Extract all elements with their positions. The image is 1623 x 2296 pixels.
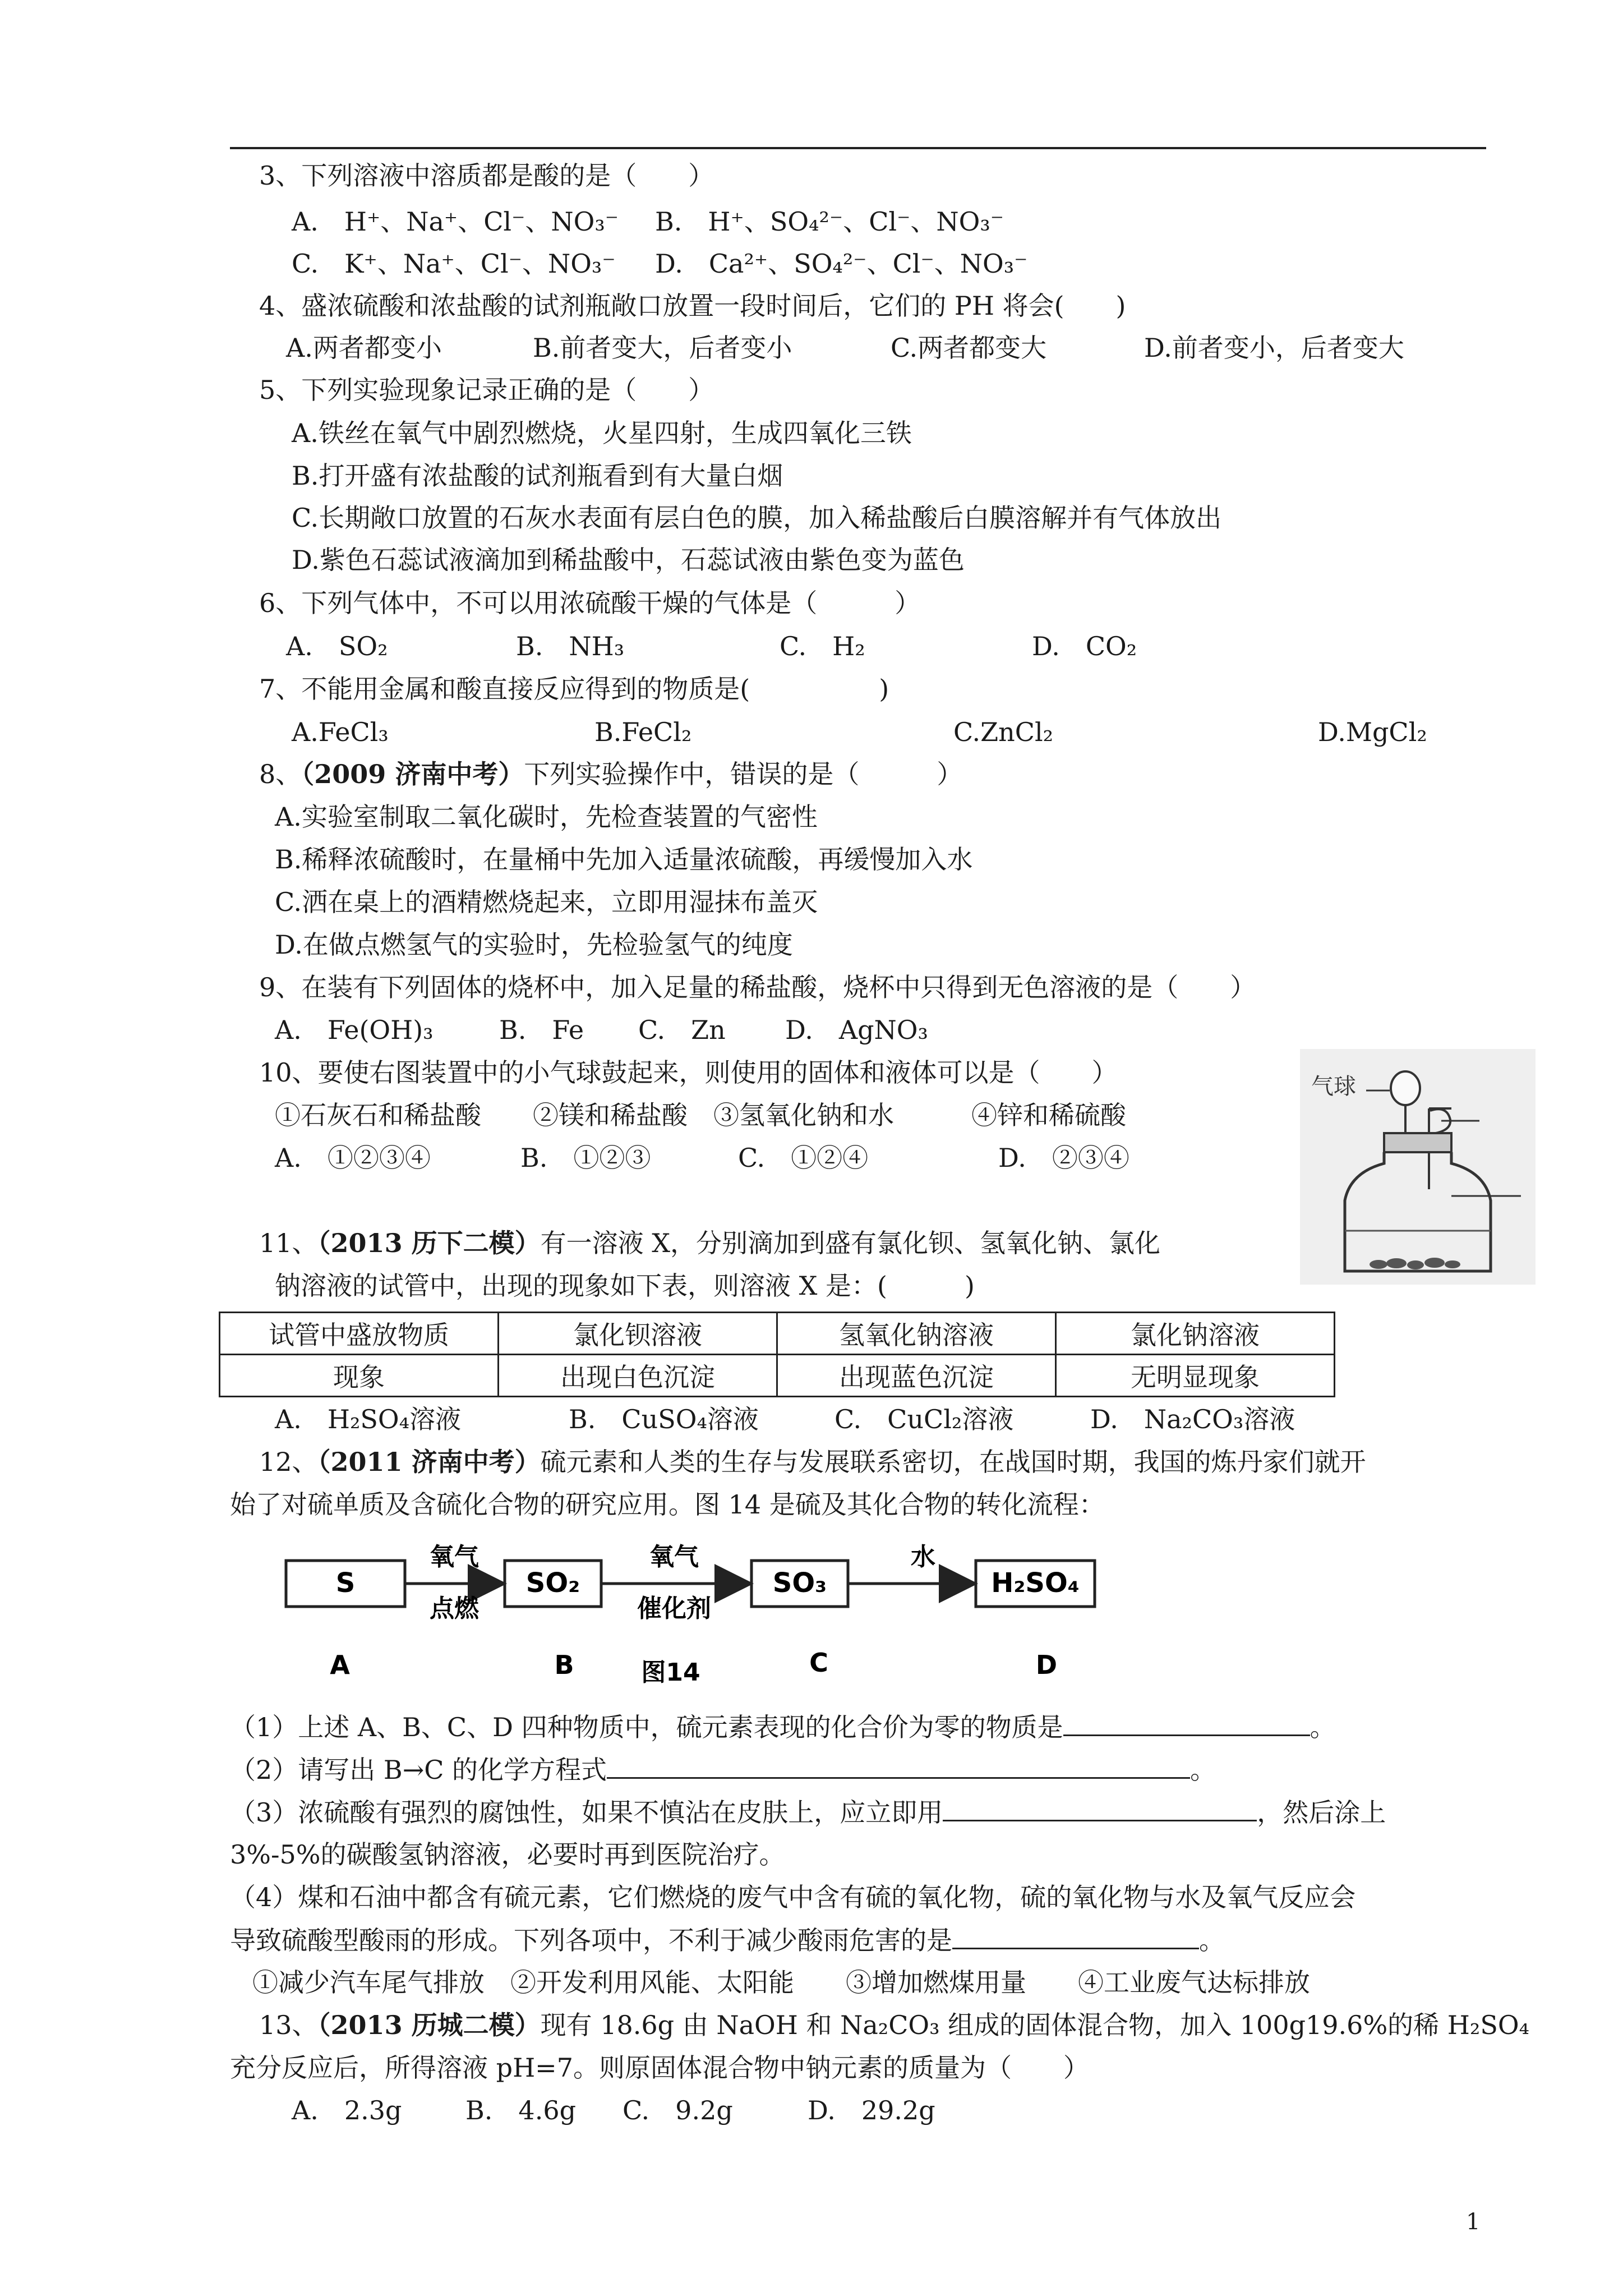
q11-option-d: D. Na₂CO₃溶液 <box>1090 1404 1295 1434</box>
q6-option-a: A. SO₂ <box>286 631 388 661</box>
q4-option-b: B.前者变大，后者变小 <box>533 333 792 363</box>
q12-part3 <box>230 1795 1386 1829</box>
q4-option-d: D.前者变小，后者变大 <box>1144 333 1404 363</box>
q12-number: 12、 <box>259 1447 318 1477</box>
q11-option-b: B. CuSO₄溶液 <box>569 1404 759 1434</box>
table-header-cell: 氢氧化钠溶液 <box>777 1313 1056 1355</box>
q12-source: （2011 济南中考） <box>317 1447 541 1477</box>
flow-arrow1-top: 氧气 <box>430 1543 479 1571</box>
q9-option-b: B. Fe <box>499 1015 584 1045</box>
flow-letter-c: C <box>809 1648 828 1678</box>
q11-option-c: C. CuCl₂溶液 <box>834 1404 1014 1434</box>
q8-line <box>259 757 962 791</box>
q12-part4-line2 <box>230 1923 1225 1957</box>
q8-source: （2009 济南中考） <box>301 759 524 789</box>
header-rule <box>230 147 1486 149</box>
table-row <box>220 1313 1335 1355</box>
q4-option-a: A.两者都变小 <box>286 333 442 363</box>
q8-option-c: C.洒在桌上的酒精燃烧起来，立即用湿抹布盖灭 <box>275 887 818 917</box>
q10-balloon-label: 气球 <box>1311 1074 1356 1099</box>
q11-line1 <box>259 1226 1160 1260</box>
flow-caption: 图14 <box>641 1658 700 1687</box>
q13-option-c: C. 9.2g <box>623 2095 733 2125</box>
q3-option-b: B. H⁺、SO₄²⁻、Cl⁻、NO₃⁻ <box>655 206 1004 237</box>
q3-stem: 3、下列溶液中溶质都是酸的是（ ） <box>259 160 714 191</box>
q12-part3-end: ，然后涂上 <box>1257 1797 1386 1828</box>
q12-part3-blank[interactable] <box>943 1795 1257 1821</box>
q9-stem: 9、在装有下列固体的烧杯中，加入足量的稀盐酸，烧杯中只得到无色溶液的是（ ） <box>259 972 1256 1002</box>
q11-experiment-table <box>219 1312 1335 1397</box>
q5-option-c: C.长期敞口放置的石灰水表面有层白色的膜，加入稀盐酸后白膜溶解并有气体放出 <box>292 503 1222 533</box>
table-header-cell: 试管中盛放物质 <box>220 1313 499 1355</box>
q6-option-c: C. H₂ <box>780 631 865 661</box>
flow-arrow1-bottom: 点燃 <box>430 1594 479 1623</box>
q13-stem1: 现有 18.6g 由 NaOH 和 Na₂CO₃ 组成的固体混合物，加入 100g19.6%的稀 H₂SO₄ <box>540 2010 1530 2040</box>
q3-option-d: D. Ca²⁺、SO₄²⁻、Cl⁻、NO₃⁻ <box>655 249 1028 279</box>
q11-option-a: A. H₂SO₄溶液 <box>275 1404 462 1434</box>
q6-option-b: B. NH₃ <box>516 631 625 661</box>
q13-stem2: 充分反应后，所得溶液 pH=7。则原固体混合物中钠元素的质量为（ ） <box>230 2053 1089 2083</box>
q12-stem2: 始了对硫单质及含硫化合物的研究应用。图 14 是硫及其化合物的转化流程： <box>230 1489 1105 1520</box>
q13-option-b: B. 4.6g <box>465 2095 577 2125</box>
q12-part1-text: （1）上述 A、B、C、D 四种物质中，硫元素表现的化合价为零的物质是 <box>230 1712 1063 1742</box>
flow-arrow2-top: 氧气 <box>649 1543 699 1571</box>
q4-stem: 4、盛浓硫酸和浓盐酸的试剂瓶敞口放置一段时间后，它们的 PH 将会( ) <box>259 291 1126 321</box>
q12-part3-continued: 3%-5%的碳酸氢钠溶液，必要时再到医院治疗。 <box>230 1839 785 1870</box>
q8-stem: 下列实验操作中，错误的是（ ） <box>524 759 963 789</box>
flow-letter-a: A <box>330 1650 350 1680</box>
table-cell: 出现白色沉淀 <box>499 1355 777 1397</box>
q13-line1 <box>259 2008 1529 2042</box>
q12-part3-text: （3）浓硫酸有强烈的腐蚀性，如果不慎沾在皮肤上，应立即用 <box>230 1797 943 1828</box>
flow-letter-b: B <box>554 1650 574 1680</box>
q12-part2-text: （2）请写出 B→C 的化学方程式 <box>230 1755 607 1785</box>
q3-option-c: C. K⁺、Na⁺、Cl⁻、NO₃⁻ <box>292 249 616 279</box>
table-cell: 无明显现象 <box>1056 1355 1335 1397</box>
flow-box-s-label: S <box>335 1567 356 1599</box>
q9-option-c: C. Zn <box>638 1015 726 1045</box>
q12-part1 <box>230 1710 1336 1744</box>
q13-source: （2013 历城二模） <box>317 2010 541 2040</box>
q8-number: 8、 <box>259 759 302 789</box>
q12-part4-end: 。 <box>1199 1925 1225 1955</box>
q7-stem: 7、不能用金属和酸直接反应得到的物质是( ) <box>259 674 889 704</box>
flow-box-h2so4-label: H₂SO₄ <box>991 1567 1080 1599</box>
q12-part2 <box>230 1752 1216 1787</box>
table-cell: 现象 <box>220 1355 499 1397</box>
flow-arrow2-bottom: 催化剂 <box>637 1594 711 1623</box>
q11-stem2: 钠溶液的试管中，出现的现象如下表，则溶液 X 是：( ) <box>275 1271 975 1301</box>
q12-part2-blank[interactable] <box>607 1752 1190 1779</box>
q10-option-b: B. ①②③ <box>520 1143 651 1173</box>
q9-option-a: A. Fe(OH)₃ <box>275 1015 434 1045</box>
q12-part4-choices: ①减少汽车尾气排放 ②开发利用风能、太阳能 ③增加燃煤用量 ④工业废气达标排放 <box>252 1967 1310 1998</box>
q12-part4-line1: （4）煤和石油中都含有硫元素，它们燃烧的废气中含有硫的氧化物，硫的氧化物与水及氧气反应会 <box>230 1882 1356 1912</box>
flow-box-so2-label: SO₂ <box>525 1567 580 1599</box>
q12-part2-end: 。 <box>1190 1755 1216 1785</box>
q5-stem: 5、下列实验现象记录正确的是（ ） <box>259 375 714 405</box>
q11-number: 11、 <box>259 1228 318 1258</box>
q12-part1-blank[interactable] <box>1063 1710 1310 1736</box>
q10-option-a: A. ①②③④ <box>275 1143 431 1173</box>
q7-option-b: B.FeCl₂ <box>594 717 692 747</box>
q5-option-d: D.紫色石蕊试液滴加到稀盐酸中，石蕊试液由紫色变为蓝色 <box>292 545 965 575</box>
q3-option-a: A. H⁺、Na⁺、Cl⁻、NO₃⁻ <box>292 206 619 237</box>
q5-option-b: B.打开盛有浓盐酸的试剂瓶看到有大量白烟 <box>292 461 783 491</box>
q10-choices: ①石灰石和稀盐酸 ②镁和稀盐酸 ③氢氧化钠和水 ④锌和稀硫酸 <box>275 1100 1126 1130</box>
q13-option-a: A. 2.3g <box>292 2095 402 2125</box>
q4-option-c: C.两者都变大 <box>891 333 1047 363</box>
q12-line1 <box>259 1445 1366 1479</box>
q12-sulfur-flow-diagram <box>269 1526 1122 1694</box>
flow-letter-d: D <box>1035 1650 1058 1680</box>
q5-option-a: A.铁丝在氧气中剧烈燃烧，火星四射，生成四氧化三铁 <box>292 418 912 448</box>
table-row <box>220 1355 1335 1397</box>
q12-stem1: 硫元素和人类的生存与发展联系密切，在战国时期，我国的炼丹家们就开 <box>540 1447 1366 1477</box>
q10-balloon-apparatus-figure <box>1300 1049 1536 1285</box>
q8-option-a: A.实验室制取二氧化碳时，先检查装置的气密性 <box>275 802 818 832</box>
q10-stem: 10、要使右图装置中的小气球鼓起来，则使用的固体和液体可以是（ ） <box>259 1057 1118 1088</box>
table-cell: 出现蓝色沉淀 <box>777 1355 1056 1397</box>
q12-part4-text: 导致硫酸型酸雨的形成。下列各项中，不利于减少酸雨危害的是 <box>230 1925 952 1955</box>
q11-source: （2013 历下二模） <box>317 1228 541 1258</box>
q8-option-b: B.稀释浓硫酸时，在量桶中先加入适量浓硫酸，再缓慢加入水 <box>275 844 973 875</box>
q13-option-d: D. 29.2g <box>808 2095 935 2125</box>
table-header-cell: 氯化钠溶液 <box>1056 1313 1335 1355</box>
q6-stem: 6、下列气体中，不可以用浓硫酸干燥的气体是（ ） <box>259 588 921 618</box>
q9-option-d: D. AgNO₃ <box>785 1015 928 1045</box>
q12-part1-end: 。 <box>1310 1712 1336 1742</box>
q10-option-d: D. ②③④ <box>998 1143 1129 1173</box>
q7-option-c: C.ZnCl₂ <box>953 717 1054 747</box>
flow-box-so3-label: SO₃ <box>772 1567 827 1599</box>
flow-arrow3-top: 水 <box>911 1543 935 1571</box>
table-header-cell: 氯化钡溶液 <box>499 1313 777 1355</box>
page-number: 1 <box>1466 2209 1481 2235</box>
q12-part4-blank[interactable] <box>952 1923 1199 1949</box>
q7-option-a: A.FeCl₃ <box>292 717 389 747</box>
q11-stem1: 有一溶液 X，分别滴加到盛有氯化钡、氢氧化钠、氯化 <box>540 1228 1160 1258</box>
q10-option-c: C. ①②④ <box>738 1143 869 1173</box>
q7-option-d: D.MgCl₂ <box>1318 717 1427 747</box>
q13-number: 13、 <box>259 2010 318 2040</box>
q6-option-d: D. CO₂ <box>1032 631 1137 661</box>
q8-option-d: D.在做点燃氢气的实验时，先检验氢气的纯度 <box>275 930 793 960</box>
